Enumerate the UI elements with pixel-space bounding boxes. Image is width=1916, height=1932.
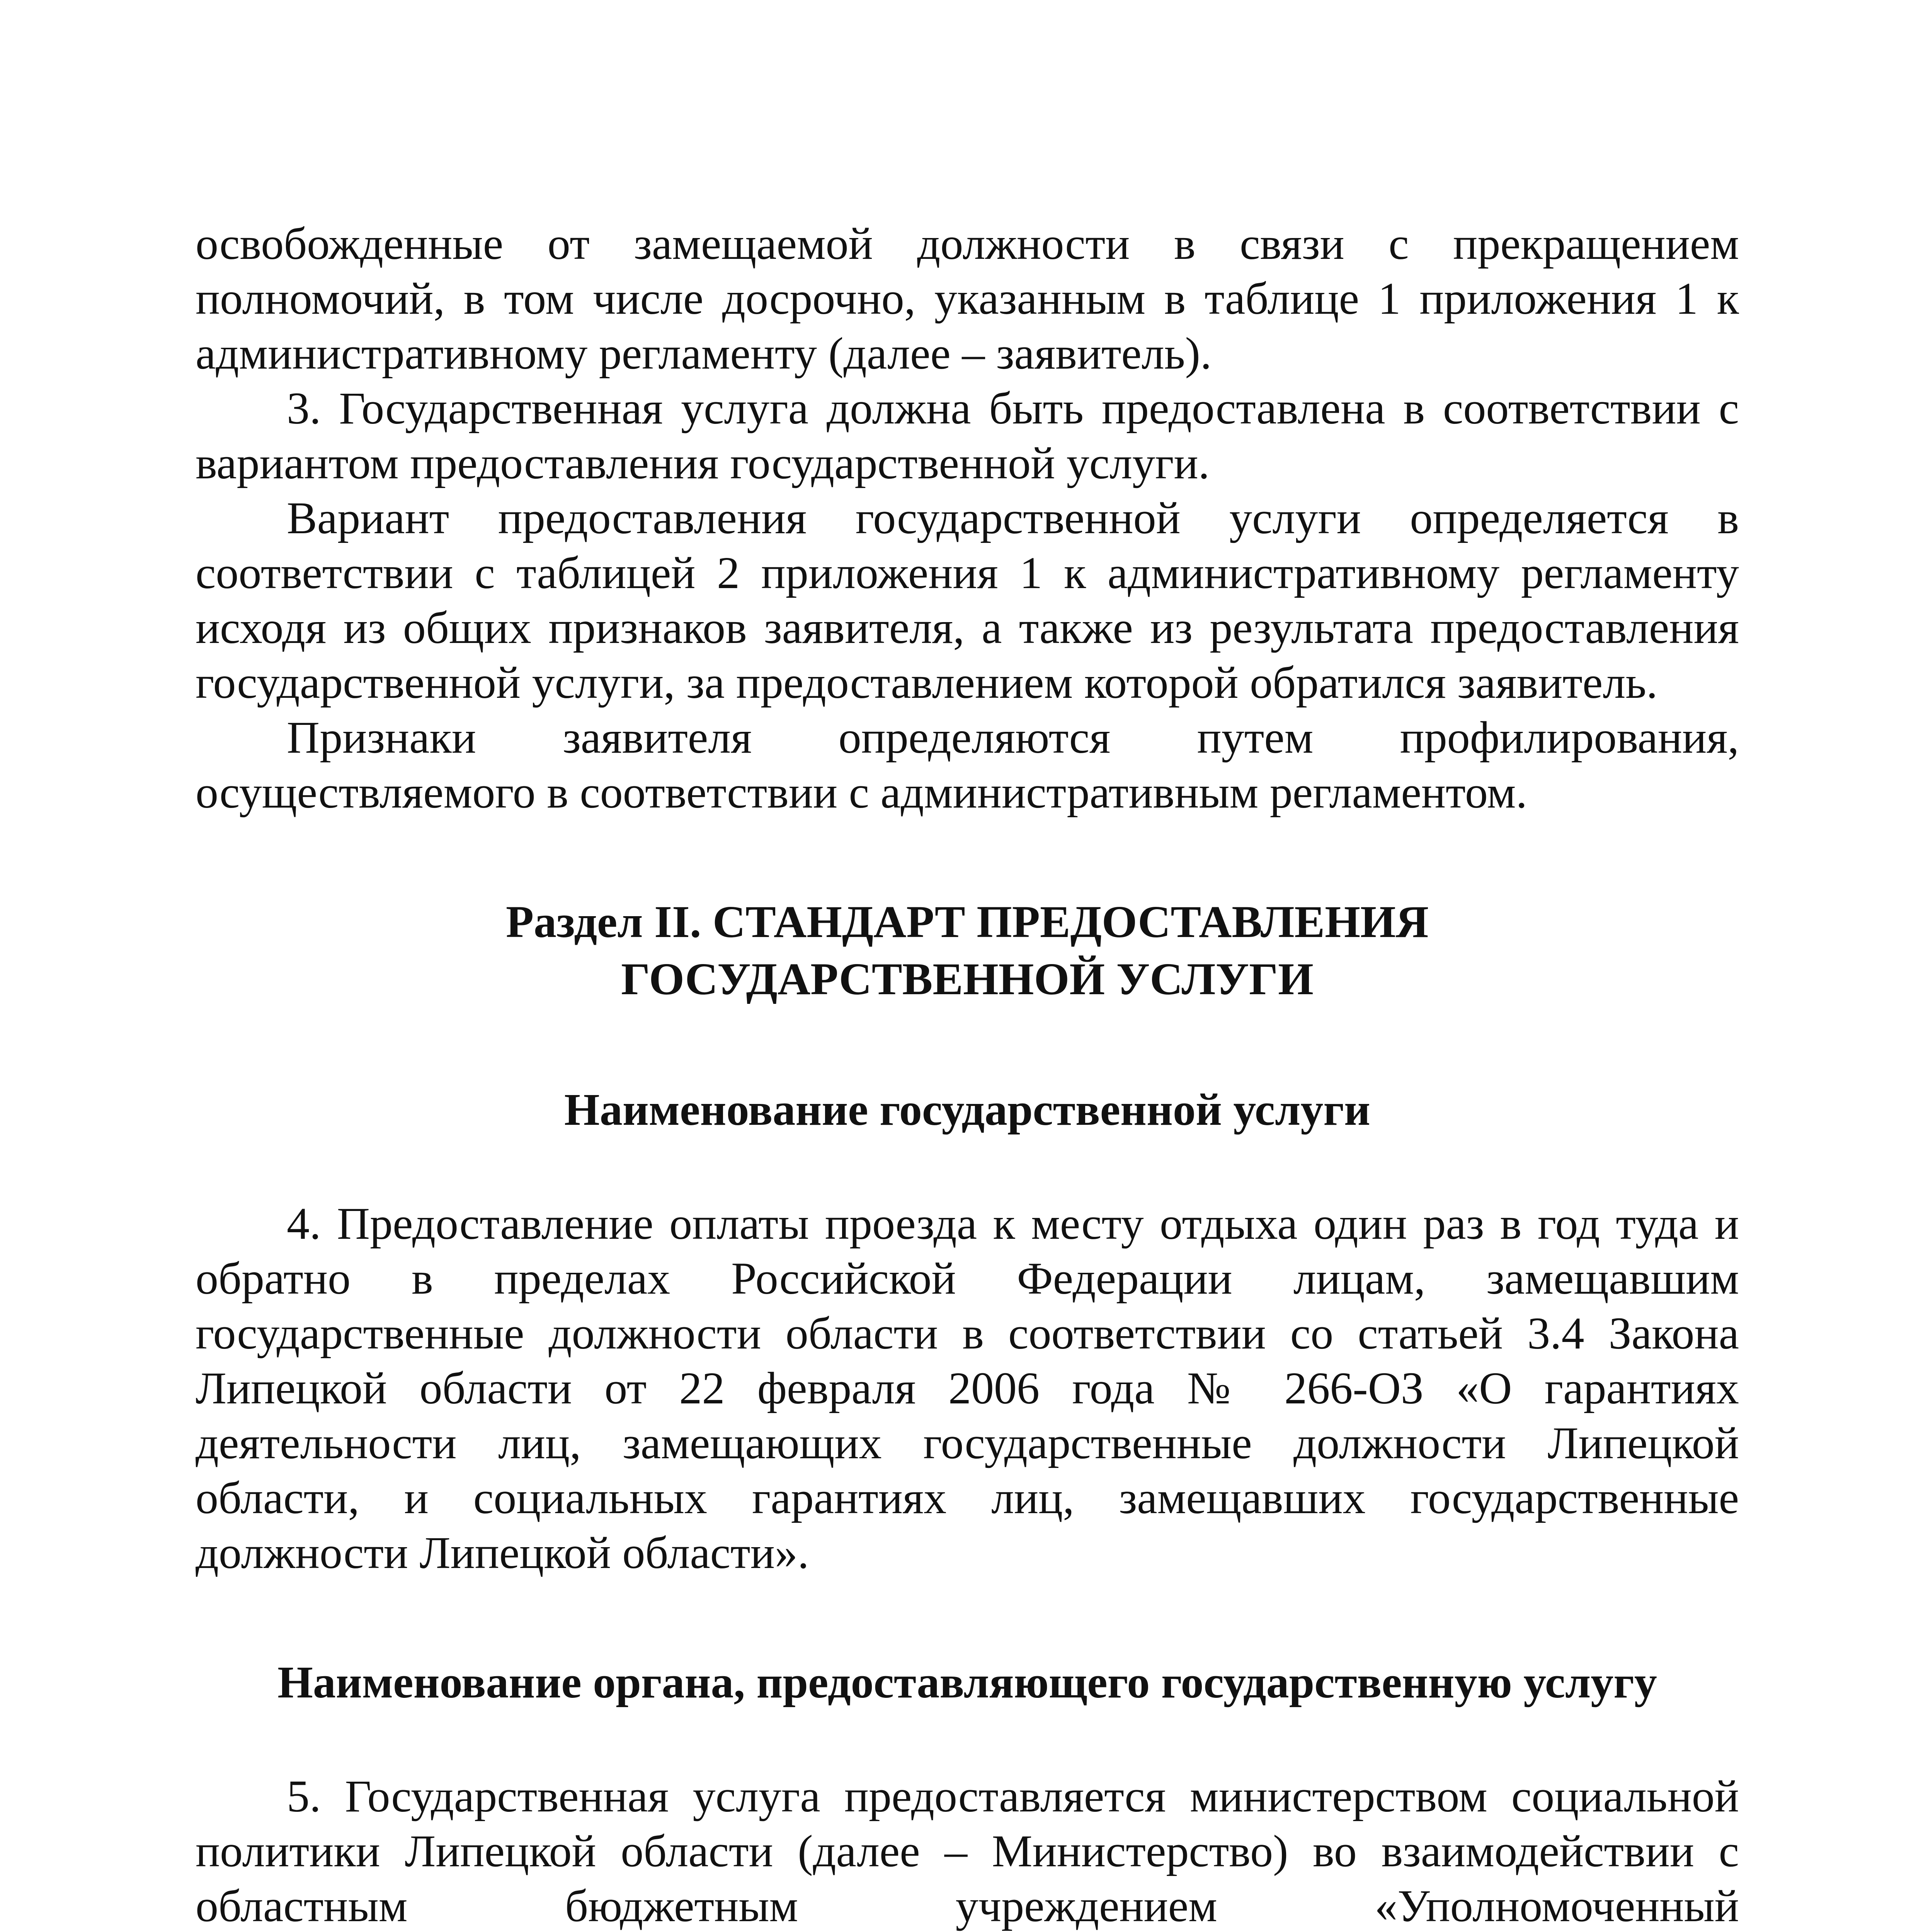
section-title-line-1: Раздел II. СТАНДАРТ ПРЕДОСТАВЛЕНИЯ xyxy=(505,896,1429,947)
paragraph-4: 4. Предоставление оплаты проезда к месту отдыха один раз в год туда и обратно в пределах Российской Федерации лицам, замещавшим государственные должности области в соответствии со статьей 3.4 Закона Липецкой области от 22 февраля 2006 года № 266-ОЗ «О гарантиях деятельности лиц, замещающих государственные должности Липецкой области, и социальных гарантиях лиц, замещавших государственные должности Липецкой области». xyxy=(196,1198,1739,1578)
paragraph-3-signs: Признаки заявителя определяются путем профилирования, осуществляемого в соответствии с административным регламентом. xyxy=(196,712,1739,818)
heading-service-name: Наименование государственной услуги xyxy=(564,1084,1370,1135)
document-body xyxy=(196,216,1739,1932)
spacer xyxy=(196,1138,1739,1196)
section-title-line-2: ГОСУДАРСТВЕННОЙ УСЛУГИ xyxy=(621,954,1314,1004)
paragraph-applicant-continuation: освобожденные от замещаемой должности в связи с прекращением полномочий, в том числе досрочно, указанным в таблице 1 приложения 1 к административному регламенту (далее – заявитель). xyxy=(196,218,1739,379)
spacer xyxy=(196,1580,1739,1654)
spacer xyxy=(196,1008,1739,1081)
spacer xyxy=(196,1711,1739,1769)
spacer xyxy=(196,820,1739,893)
paragraph-5: 5. Государственная услуга предоставляется министерством социальной политики Липецкой области (далее – Министерство) во взаимодействии с областным бюджетным учреждением «Уполномоченный xyxy=(196,1771,1739,1931)
paragraph-3: 3. Государственная услуга должна быть предоставлена в соответствии с вариантом предоставления государственной услуги. xyxy=(196,383,1739,488)
paragraph-3-variant: Вариант предоставления государственной услуги определяется в соответствии с таблицей 2 приложения 1 к административному регламенту исходя из общих признаков заявителя, а также из результата предоставления государственной услуги, за предоставлением которой обратился заявитель. xyxy=(196,493,1739,708)
heading-service-organ: Наименование органа, предоставляющего государственную услугу xyxy=(277,1657,1657,1708)
